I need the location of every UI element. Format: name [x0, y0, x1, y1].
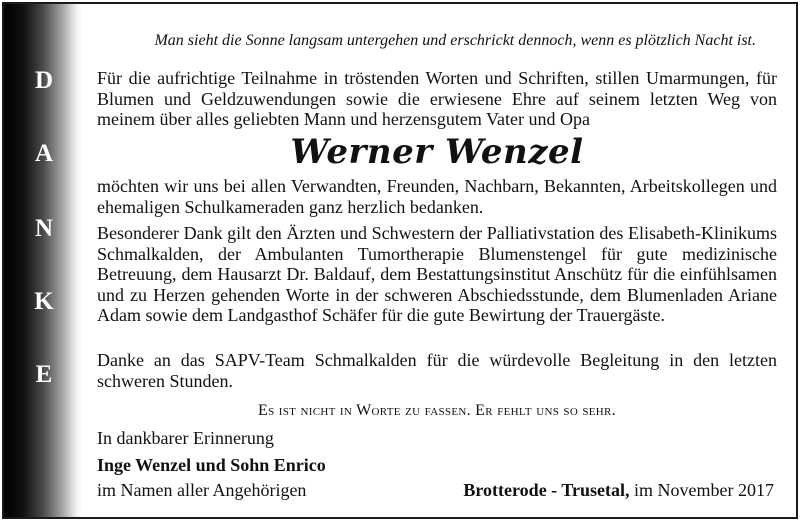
sidebar-letter: D: [34, 67, 54, 94]
danke-sidebar: [4, 4, 82, 517]
closing-line: In dankbarer Erinnerung: [97, 428, 274, 448]
signers: Inge Wenzel und Sohn Enrico: [97, 455, 326, 475]
sidebar-letter: K: [34, 288, 54, 315]
special-thanks-paragraph: Besonderer Dank gilt den Ärzten und Schwestern der Palliativstation des Elisabeth-Klinikums Schmalkalden, der Ambulanten Tumortherapie Blumenstengel für gute medizinische Betreuung, dem Hausarzt Dr. Baldauf, dem Bestattungsinstitut Anschütz für die einfühlsamen und zu Herzen gehenden Worte in der schweren Abschiedsstunde, dem Blumenladen Ariane Adam sowie dem Landgasthof Schäfer für die gute Bewirtung der Trauergäste.: [97, 223, 777, 326]
obituary-notice: [2, 2, 798, 519]
sapv-thanks-paragraph: Danke an das SAPV-Team Schmalkalden für die würdevolle Begleitung in den letzten schweren Stunden.: [97, 350, 777, 391]
on-behalf-line: im Namen aller Angehörigen: [97, 480, 307, 500]
sidebar-letter: A: [34, 140, 54, 167]
intro-paragraph: Für die aufrichtige Teilnahme in tröstenden Worten und Schriften, stillen Umarmungen, für Blumen und Geldzuwendungen sowie die erwiesene Ehre auf seinem letzten Weg von meinem über alles geliebten Mann und herzensgutem Vater und Opa: [97, 68, 777, 130]
deceased-name: Werner Wenzel: [290, 132, 584, 172]
thanks-paragraph: möchten wir uns bei allen Verwandten, Freunden, Nachbarn, Bekannten, Arbeitskollegen und ehemaligen Schulkameraden ganz herzlich bedanken.: [97, 176, 777, 217]
motto: Man sieht die Sonne langsam untergehen und erschrickt dennoch, wenn es plötzlich Nacht ist.: [154, 32, 756, 49]
date: im November 2017: [634, 480, 774, 500]
place: Brotterode - Trusetal,: [463, 480, 630, 500]
sidebar-letter: E: [35, 361, 53, 388]
sidebar-letter: N: [34, 215, 54, 242]
quote: Es ist nicht in Worte zu fassen. Er fehlt uns so sehr.: [258, 402, 616, 419]
place-date: [463, 480, 774, 501]
